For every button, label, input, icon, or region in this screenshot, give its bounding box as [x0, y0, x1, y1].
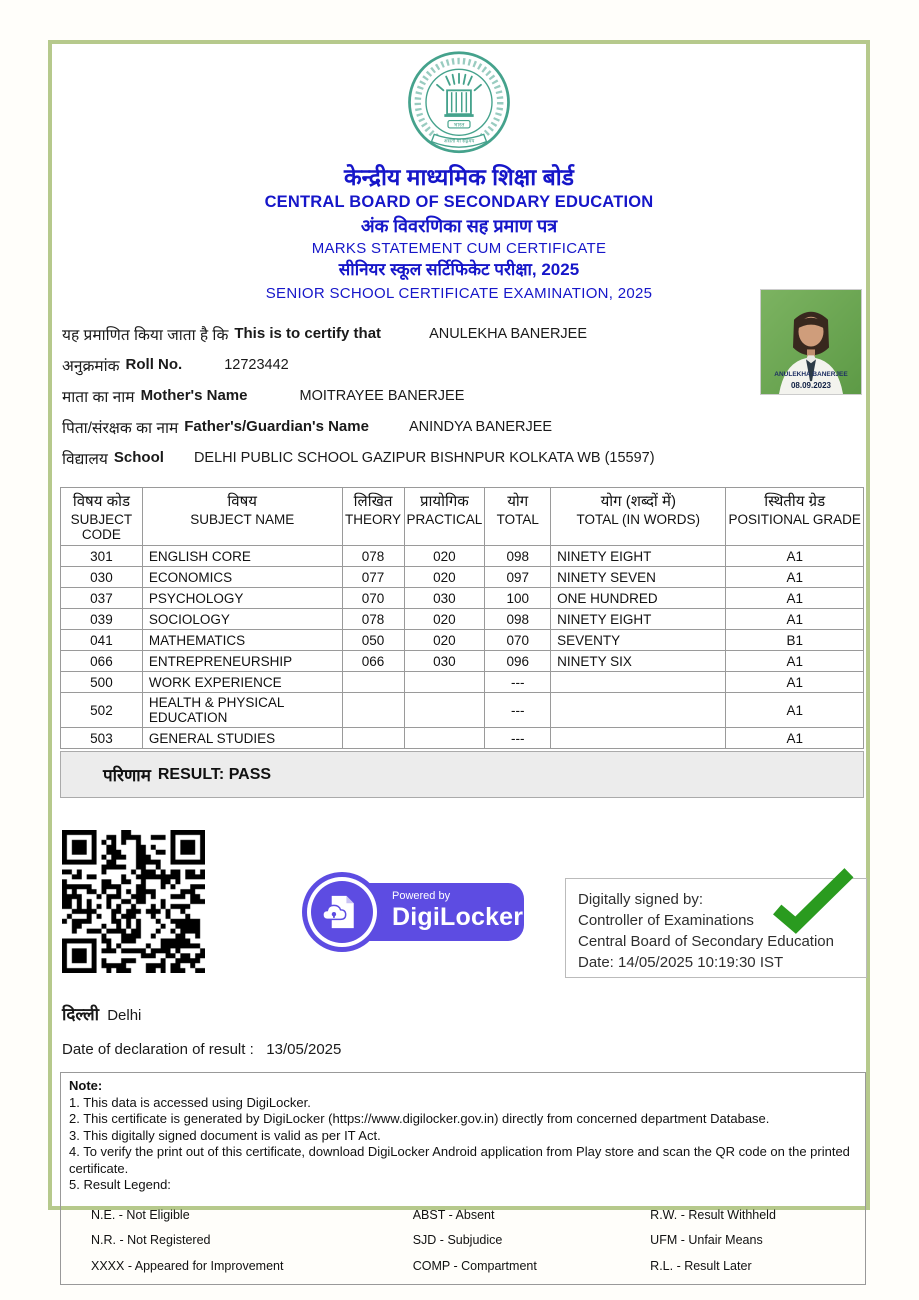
note-item: 2. This certificate is generated by DigiLocker (https://www.digilocker.gov.in) directly from concerned department Database.	[69, 1111, 770, 1127]
svg-text:भारत: भारत	[453, 122, 465, 129]
table-cell: 100	[485, 588, 551, 609]
table-cell: B1	[726, 630, 864, 651]
school-label-hindi: विद्यालय	[62, 450, 108, 468]
note-item: 3. This digitally signed document is valid as per IT Act.	[69, 1127, 381, 1143]
table-row	[61, 609, 864, 630]
table-cell: WORK EXPERIENCE	[142, 672, 342, 693]
table-cell: A1	[726, 693, 864, 728]
table-cell	[551, 728, 726, 749]
marks-table	[60, 487, 864, 749]
declaration-label: Date of declaration of result :	[62, 1041, 254, 1059]
digilocker-badge	[302, 872, 527, 952]
signature-line3: Central Board of Secondary Education	[578, 933, 834, 951]
result-legend	[91, 1198, 857, 1275]
digilocker-brand: DigiLocker	[392, 903, 524, 932]
column-header: विषय कोड SUBJECT CODE	[61, 488, 143, 546]
table-cell: ENTREPRENEURSHIP	[142, 651, 342, 672]
column-header: योग (शब्दों में) TOTAL (IN WORDS)	[551, 488, 726, 546]
table-cell: 070	[485, 630, 551, 651]
table-cell: SOCIOLOGY	[142, 609, 342, 630]
qr-code	[62, 830, 205, 973]
legend-entry: XXXX - Appeared for Improvement	[91, 1258, 284, 1273]
table-cell: 066	[342, 651, 404, 672]
table-cell: 078	[342, 546, 404, 567]
table-cell: MATHEMATICS	[142, 630, 342, 651]
board-title-english: CENTRAL BOARD OF SECONDARY EDUCATION	[264, 193, 654, 212]
table-cell: ONE HUNDRED	[551, 588, 726, 609]
legend-entry: COMP - Compartment	[412, 1258, 537, 1273]
table-cell: 066	[61, 651, 143, 672]
table-cell: NINETY SEVEN	[551, 567, 726, 588]
table-cell: 070	[342, 588, 404, 609]
certify-label-hindi: यह प्रमाणित किया जाता है कि	[62, 326, 229, 344]
table-row	[61, 588, 864, 609]
table-cell: 077	[342, 567, 404, 588]
school-label-english: School	[113, 449, 164, 467]
signature-line1: Digitally signed by:	[578, 891, 704, 909]
table-cell: SEVENTY	[551, 630, 726, 651]
table-row	[61, 693, 864, 728]
legend-entry: UFM - Unfair Means	[650, 1233, 763, 1248]
note-items	[69, 1095, 857, 1194]
exam-title-hindi: सीनियर स्कूल सर्टिफिकेट परीक्षा, 2025	[338, 260, 580, 280]
table-cell: 098	[485, 546, 551, 567]
table-cell	[404, 672, 485, 693]
table-cell: 020	[404, 567, 485, 588]
column-header: विषय SUBJECT NAME	[142, 488, 342, 546]
note-item: 1. This data is accessed using DigiLocker.	[69, 1094, 311, 1110]
table-cell: 500	[61, 672, 143, 693]
table-cell: ENGLISH CORE	[142, 546, 342, 567]
digilocker-icon	[302, 872, 382, 952]
roll-row	[62, 349, 858, 380]
certify-label-english: This is to certify that	[234, 325, 382, 343]
table-cell: 050	[342, 630, 404, 651]
svg-text:असतो मा सद्गमय: असतो मा सद्गमय	[443, 138, 475, 145]
digilocker-powered-by: Powered by	[392, 890, 451, 903]
verification-section	[52, 830, 866, 988]
certify-row	[62, 318, 858, 349]
legend-entry: ABST - Absent	[412, 1207, 495, 1222]
legend-entry: N.R. - Not Registered	[91, 1233, 211, 1248]
table-cell	[551, 672, 726, 693]
photo-caption	[761, 370, 861, 392]
signature-box	[565, 878, 867, 978]
column-header: योग TOTAL	[485, 488, 551, 546]
table-cell: NINETY EIGHT	[551, 546, 726, 567]
legend-entry: N.E. - Not Eligible	[91, 1207, 190, 1222]
table-row	[61, 630, 864, 651]
digilocker-doc-cloud-icon	[320, 890, 364, 934]
table-row	[61, 672, 864, 693]
roll-label-english: Roll No.	[125, 356, 183, 374]
table-cell: 301	[61, 546, 143, 567]
certificate-border	[48, 40, 870, 1273]
note-box	[60, 1072, 866, 1285]
declaration-line	[62, 1041, 866, 1058]
mother-label-hindi: माता का नाम	[62, 388, 135, 406]
table-cell: A1	[726, 588, 864, 609]
table-row	[61, 728, 864, 749]
table-cell: NINETY SIX	[551, 651, 726, 672]
table-cell: 020	[404, 609, 485, 630]
signature-line2: Controller of Examinations	[578, 912, 754, 930]
roll-label-hindi: अनुक्रमांक	[62, 357, 120, 375]
result-label-english: RESULT: PASS	[157, 765, 272, 783]
table-cell: 037	[61, 588, 143, 609]
table-cell: PSYCHOLOGY	[142, 588, 342, 609]
table-cell: 098	[485, 609, 551, 630]
candidate-name: ANULEKHA BANERJEE	[429, 325, 588, 342]
table-cell: GENERAL STUDIES	[142, 728, 342, 749]
table-cell: 039	[61, 609, 143, 630]
certificate-header	[52, 164, 866, 302]
candidate-photo	[760, 289, 862, 395]
note-title: Note:	[69, 1078, 103, 1094]
table-cell: 030	[404, 588, 485, 609]
photo-caption-name: ANULEKHA BANERJEE	[774, 371, 848, 379]
candidate-details	[62, 318, 858, 473]
legend-entry: R.W. - Result Withheld	[650, 1207, 776, 1222]
table-cell: 502	[61, 693, 143, 728]
school-name: DELHI PUBLIC SCHOOL GAZIPUR BISHNPUR KOLKATA WB (15597)	[193, 449, 655, 466]
table-cell: 078	[342, 609, 404, 630]
table-cell: 096	[485, 651, 551, 672]
legend-column	[91, 1198, 413, 1275]
result-label-hindi: परिणाम	[103, 766, 151, 786]
table-cell: NINETY EIGHT	[551, 609, 726, 630]
place-english: Delhi	[107, 1007, 142, 1025]
signature-line4: Date: 14/05/2025 10:19:30 IST	[578, 954, 784, 972]
column-header: स्थितीय ग्रेड POSITIONAL GRADE	[726, 488, 864, 546]
place-line	[62, 1002, 866, 1025]
father-label-hindi: पिता/संरक्षक का नाम	[62, 419, 179, 437]
table-cell	[404, 728, 485, 749]
table-cell: 020	[404, 630, 485, 651]
table-cell: 020	[404, 546, 485, 567]
table-cell: 041	[61, 630, 143, 651]
table-cell: 503	[61, 728, 143, 749]
note-item: 4. To verify the print out of this certificate, download DigiLocker Android application from Play store and scan the QR code on the printed certificate.	[69, 1144, 850, 1176]
table-cell: ---	[485, 672, 551, 693]
table-cell: 030	[404, 651, 485, 672]
legend-column	[650, 1198, 857, 1275]
marks-title-hindi: अंक विवरणिका सह प्रमाण पत्र	[360, 216, 558, 237]
place-hindi: दिल्ली	[62, 1005, 100, 1025]
cbse-emblem-icon	[404, 50, 514, 160]
mother-label-english: Mother's Name	[140, 387, 248, 405]
column-header: लिखित THEORY	[342, 488, 404, 546]
table-cell: ECONOMICS	[142, 567, 342, 588]
result-banner	[60, 751, 864, 798]
father-row	[62, 411, 858, 442]
table-row	[61, 651, 864, 672]
table-row	[61, 567, 864, 588]
note-item: 5. Result Legend:	[69, 1177, 171, 1193]
mother-name: MOITRAYEE BANERJEE	[299, 387, 465, 404]
table-cell: A1	[726, 672, 864, 693]
table-cell: 097	[485, 567, 551, 588]
marks-title-english: MARKS STATEMENT CUM CERTIFICATE	[311, 240, 607, 258]
legend-column	[413, 1198, 650, 1275]
table-cell	[342, 728, 404, 749]
marks-table-body	[61, 546, 864, 749]
mother-row	[62, 380, 858, 411]
table-cell: A1	[726, 567, 864, 588]
table-cell	[342, 693, 404, 728]
legend-entry: SJD - Subjudice	[412, 1233, 503, 1248]
photo-caption-date: 08.09.2023	[790, 381, 832, 390]
table-cell: ---	[485, 728, 551, 749]
table-cell	[342, 672, 404, 693]
table-cell: A1	[726, 546, 864, 567]
father-label-english: Father's/Guardian's Name	[184, 418, 369, 436]
table-cell: HEALTH & PHYSICAL EDUCATION	[142, 693, 342, 728]
table-cell: A1	[726, 728, 864, 749]
declaration-date: 13/05/2025	[266, 1041, 342, 1059]
board-title-hindi: केन्द्रीय माध्यमिक शिक्षा बोर्ड	[344, 164, 574, 190]
table-cell	[551, 693, 726, 728]
cbse-logo	[52, 50, 866, 162]
roll-number: 12723442	[224, 356, 289, 373]
exam-title-english: SENIOR SCHOOL CERTIFICATE EXAMINATION, 2025	[265, 284, 653, 302]
table-cell: ---	[485, 693, 551, 728]
table-row	[61, 546, 864, 567]
school-row	[62, 442, 858, 473]
marks-table-head	[61, 488, 864, 546]
legend-entry: R.L. - Result Later	[650, 1258, 752, 1273]
table-cell	[404, 693, 485, 728]
column-header: प्रायोगिक PRACTICAL	[404, 488, 485, 546]
table-cell: A1	[726, 609, 864, 630]
table-cell: 030	[61, 567, 143, 588]
table-cell: A1	[726, 651, 864, 672]
checkmark-icon	[768, 865, 860, 943]
father-name: ANINDYA BANERJEE	[408, 418, 553, 435]
